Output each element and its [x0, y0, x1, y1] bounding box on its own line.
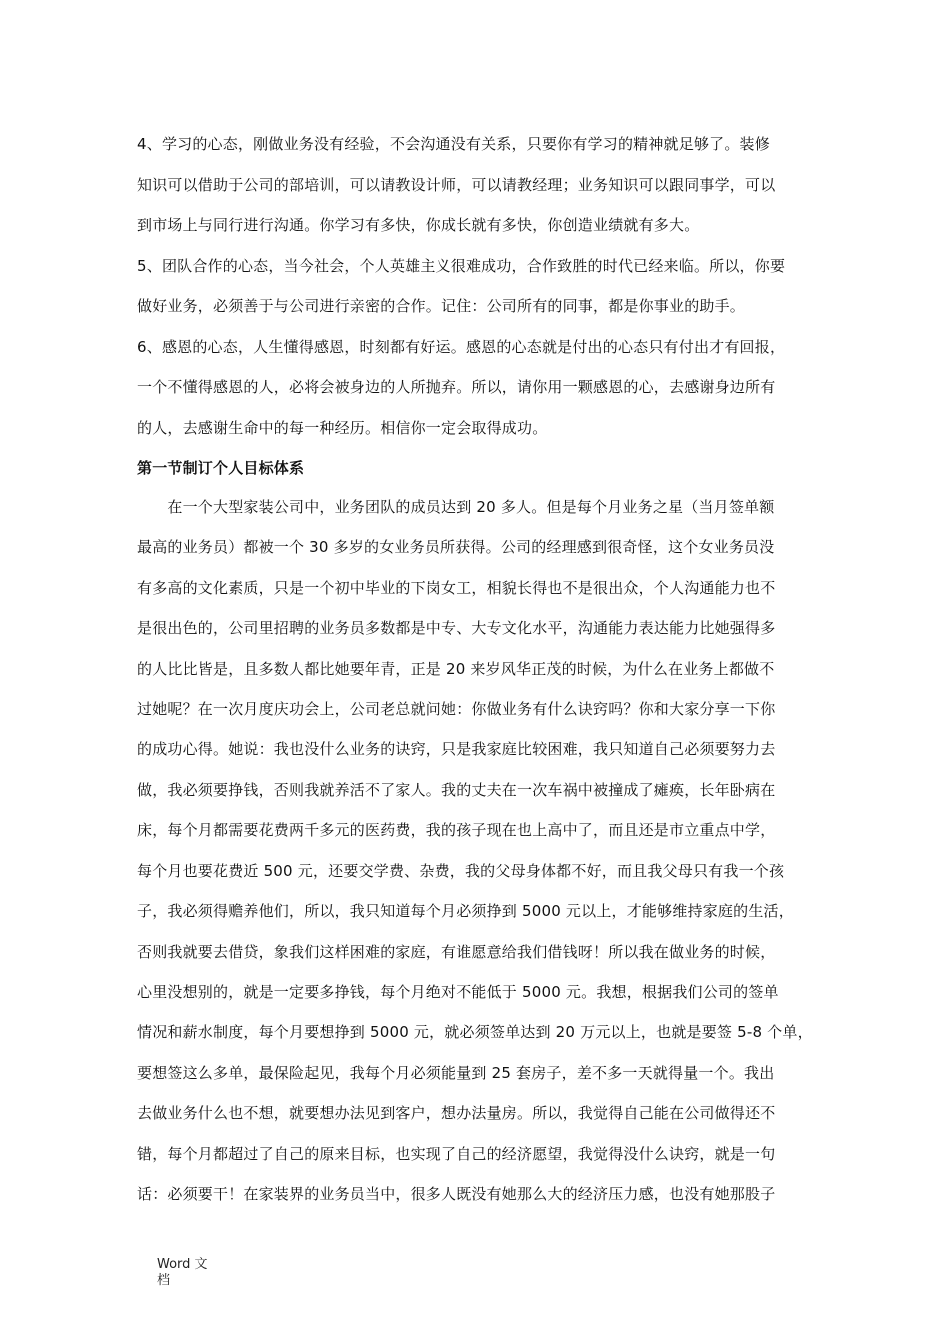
text-line: 过她呢？在一次月度庆功会上，公司老总就问她：你做业务有什么诀窍吗？你和大家分享一下你: [137, 700, 776, 718]
page-footer: [157, 1257, 208, 1289]
text-line: 子，我必须得赡养他们，所以，我只知道每个月必须挣到 5000 元以上，才能够维持家庭的生活，: [137, 902, 794, 920]
text-line: 的人比比皆是，且多数人都比她要年青，正是 20 来岁风华正茂的时候，为什么在业务上都做不: [137, 660, 775, 678]
text-line: 否则我就要去借贷，象我们这样困难的家庭，有谁愿意给我们借钱呀！所以我在做业务的时候，: [137, 943, 776, 961]
text-line: 有多高的文化素质，只是一个初中毕业的下岗女工，相貌长得也不是很出众，个人沟通能力也不: [137, 579, 776, 597]
text-line: 5、团队合作的心态，当今社会，个人英雄主义很难成功，合作致胜的时代已经来临。所以，你要: [137, 257, 786, 275]
footer-label-line1: Word 文: [157, 1257, 208, 1272]
text-line: 最高的业务员）都被一个 30 多岁的女业务员所获得。公司的经理感到很奇怪，这个女业务员没: [137, 538, 775, 556]
footer-label-line2: 档: [157, 1273, 171, 1288]
text-line: 6、感恩的心态，人生懂得感恩，时刻都有好运。感恩的心态就是付出的心态只有付出才有回报，: [137, 338, 786, 356]
text-line: 做好业务，必须善于与公司进行亲密的合作。记住：公司所有的同事，都是你事业的助手。: [137, 297, 746, 315]
text-line: 心里没想别的，就是一定要多挣钱，每个月绝对不能低于 5000 元。我想，根据我们公司的签单: [137, 983, 779, 1001]
text-line: 情况和薪水制度，每个月要想挣到 5000 元，就必须签单达到 20 万元以上，也就是要签 5-8 个单，: [137, 1023, 813, 1041]
text-line: 知识可以借助于公司的部培训，可以请教设计师，可以请教经理；业务知识可以跟同事学，可以: [137, 176, 776, 194]
text-line: 每个月也要花费近 500 元，还要交学费、杂费，我的父母身体都不好，而且我父母只有我一个孩: [137, 862, 785, 880]
text-line: 的人，去感谢生命中的每一种经历。相信你一定会取得成功。: [137, 419, 548, 437]
text-line: 在一个大型家装公司中，业务团队的成员达到 20 多人。但是每个月业务之星（当月签单额: [137, 498, 775, 516]
text-line: 是很出色的，公司里招聘的业务员多数都是中专、大专文化水平，沟通能力表达能力比她强得多: [137, 619, 776, 637]
text-line: 做，我必须要挣钱，否则我就养活不了家人。我的丈夫在一次车祸中被撞成了瘫痪，长年卧病在: [137, 781, 776, 799]
text-line: 4、学习的心态，刚做业务没有经验，不会沟通没有关系，只要你有学习的精神就足够了。装修: [137, 135, 770, 153]
text-line: 一个不懂得感恩的人，必将会被身边的人所抛弃。所以，请你用一颗感恩的心，去感谢身边所有: [137, 378, 776, 396]
text-line: 去做业务什么也不想，就要想办法见到客户，想办法量房。所以，我觉得自己能在公司做得还不: [137, 1104, 776, 1122]
text-line: 的成功心得。她说：我也没什么业务的诀窍，只是我家庭比较困难，我只知道自己必须要努力去: [137, 740, 776, 758]
text-line: 床，每个月都需要花费两千多元的医药费，我的孩子现在也上高中了，而且还是市立重点中学，: [137, 821, 776, 839]
section-heading: 第一节制订个人目标体系: [137, 459, 305, 477]
text-line: 到市场上与同行进行沟通。你学习有多快，你成长就有多快，你创造业绩就有多大。: [137, 216, 700, 234]
text-line: 话：必须要干！在家装界的业务员当中，很多人既没有她那么大的经济压力感，也没有她那股子: [137, 1185, 776, 1203]
text-line: 错，每个月都超过了自己的原来目标，也实现了自己的经济愿望，我觉得没什么诀窍，就是一句: [137, 1145, 776, 1163]
text-line: 要想签这么多单，最保险起见，我每个月必须能量到 25 套房子，差不多一天就得量一个。我出: [137, 1064, 775, 1082]
